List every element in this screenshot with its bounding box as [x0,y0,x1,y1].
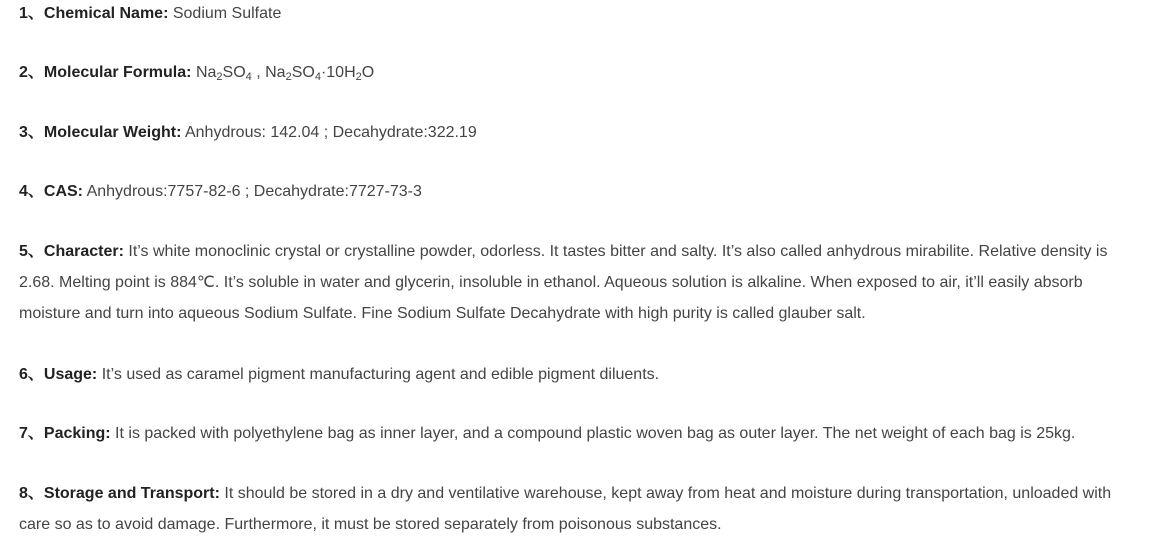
spec-item-cas [19,176,1139,207]
molecular-formula: $Na_2SO_4$ , $Na_2SO_4\cdot 10H_2O$ [195,64,375,83]
spec-label: 6、Usage: [19,366,98,383]
spec-label: 1、Chemical Name: [19,5,169,22]
spec-item-molecular-weight [19,117,1139,148]
spec-label: 3、Molecular Weight: [19,124,182,141]
spec-label: 5、Character: [19,243,124,260]
spec-item-character [19,236,1139,329]
spec-item-chemical-name [19,0,1139,29]
spec-value: Anhydrous: 142.04 ; Decahydrate:322.19 [184,124,477,141]
spec-label: 4、CAS: [19,183,84,200]
spec-value: It’s white monoclinic crystal or crystalline powder, odorless. It tastes bitter and salty. It’s also called anhydrous mirabilite. Relative density is 2.68. Melting point is 884℃. It’s soluble in water and glycerin, insoluble in ethanol. Aqueous solution is alkaline. When exposed to air, it’ll easily absorb moisture and turn into aqueous Sodium Sulfate. Fine Sodium Sulfate Decahydrate with high purity is called glauber salt. [19,243,1108,322]
spec-item-packing [19,418,1139,449]
spec-value: Anhydrous:7757-82-6 ; Decahydrate:7727-73-3 [86,183,422,200]
spec-label: 2、Molecular Formula: [19,64,192,81]
spec-item-storage-transport [19,478,1139,540]
spec-label: 7、Packing: [19,425,111,442]
spec-item-molecular-formula [19,57,1139,88]
spec-value: It is packed with polyethylene bag as inner layer, and a compound plastic woven bag as outer layer. The net weight of each bag is 25kg. [115,425,1076,442]
spec-item-usage [19,359,1139,390]
spec-value: It should be stored in a dry and ventilative warehouse, kept away from heat and moisture during transportation, unloaded with care so as to avoid damage. Furthermore, it must be stored separately from poisonous substances. [19,485,1112,533]
spec-value: Sodium Sulfate [172,5,282,22]
spec-value: It’s used as caramel pigment manufacturing agent and edible pigment diluents. [101,366,660,383]
spec-label: 8、Storage and Transport: [19,485,220,502]
